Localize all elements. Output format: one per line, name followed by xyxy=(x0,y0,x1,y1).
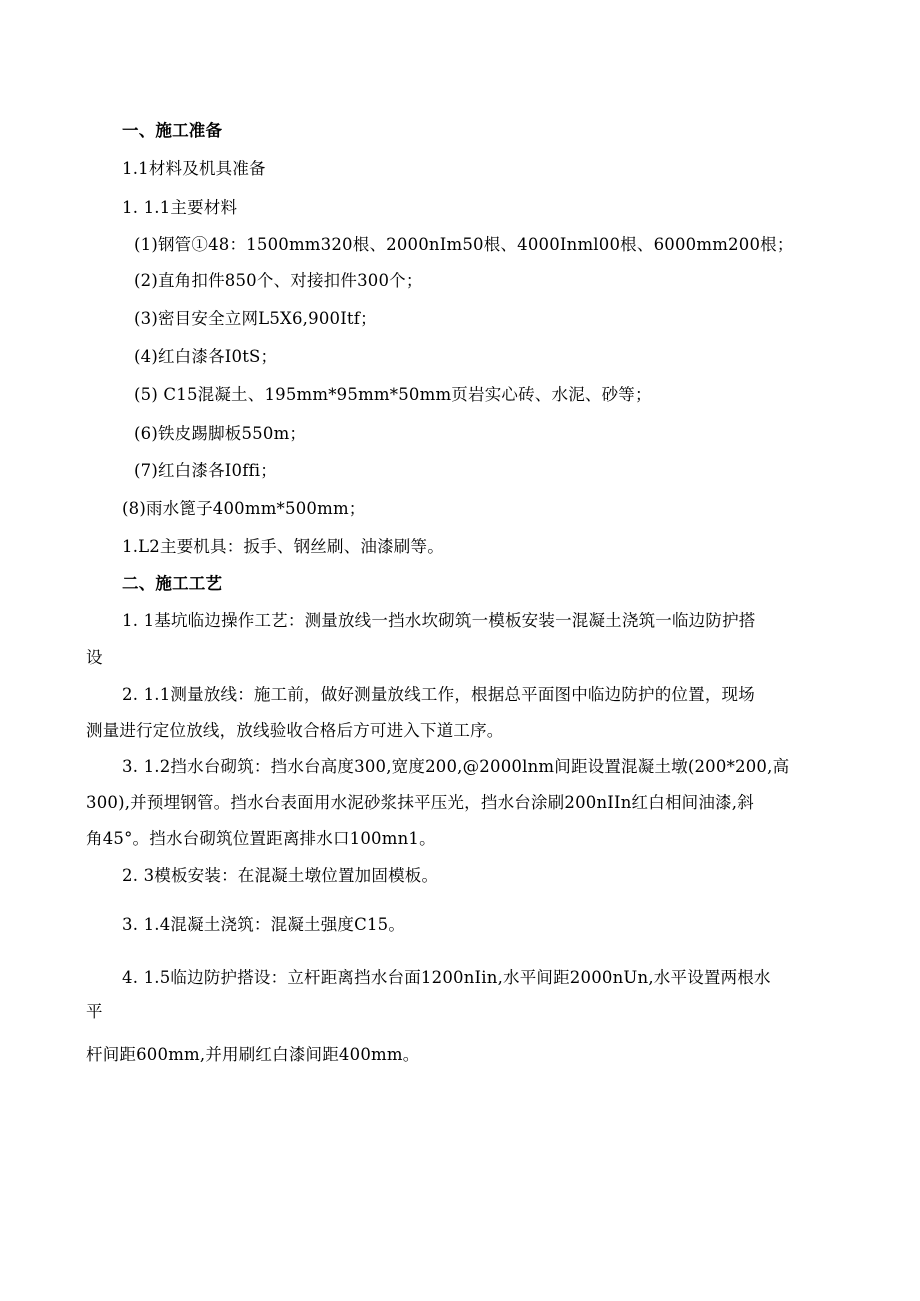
process-para-3-line-2: 300),并预埋钢管。挡水台表面用水泥砂浆抹平压光，挡水台涂刷200nIIn红白相间油漆,斜 xyxy=(86,793,754,812)
subheading-materials-tools: 1.1材料及机具准备 xyxy=(122,159,266,178)
material-item-3: (3)密目安全立网L5X6,900Itf； xyxy=(134,309,377,328)
material-item-4: (4)红白漆各I0tS； xyxy=(134,347,278,366)
material-item-6: (6)铁皮踢脚板550m； xyxy=(134,424,307,443)
material-item-2: (2)直角扣件850个、对接扣件300个； xyxy=(134,271,423,290)
process-para-6-line-2: 平 xyxy=(86,1002,103,1021)
process-para-2-line-1: 2. 1.1测量放线：施工前，做好测量放线工作，根据总平面图中临边防护的位置，现场 xyxy=(122,685,755,704)
section-heading-process: 二、施工工艺 xyxy=(122,574,223,593)
process-para-1-line-2: 设 xyxy=(86,648,103,667)
material-item-1: (1)钢管①48：1500mm320根、2000nIm50根、4000Inml00根、6000mm200根； xyxy=(134,235,794,254)
process-para-6-line-1: 4. 1.5临边防护搭设：立杆距离挡水台面1200nIin,水平间距2000nUn,水平设置两根水 xyxy=(122,968,771,987)
process-para-3-line-1: 3. 1.2挡水台砌筑：挡水台高度300,宽度200,@2000lnm间距设置混凝土墩(200*200,高 xyxy=(122,757,790,776)
process-para-1-line-1: 1. 1基坑临边操作工艺：测量放线一挡水坎砌筑一模板安装一混凝土浇筑一临边防护搭 xyxy=(122,611,756,630)
process-para-3-line-3: 角45°。挡水台砌筑位置距离排水口100mn1。 xyxy=(86,829,436,848)
subheading-main-materials: 1. 1.1主要材料 xyxy=(122,198,238,217)
main-tools: 1.L2主要机具：扳手、钢丝刷、油漆刷等。 xyxy=(122,537,444,556)
section-heading-preparation: 一、施工准备 xyxy=(122,121,223,140)
material-item-5: (5) C15混凝土、195mm*95mm*50mm页岩实心砖、水泥、砂等； xyxy=(134,385,652,404)
material-item-7: (7)红白漆各I0ffi； xyxy=(134,461,277,480)
process-para-2-line-2: 测量进行定位放线，放线验收合格后方可进入下道工序。 xyxy=(86,721,504,740)
process-para-4: 2. 3模板安装：在混凝土墩位置加固模板。 xyxy=(122,866,439,885)
process-para-5: 3. 1.4混凝土浇筑：混凝土强度C15。 xyxy=(122,915,406,934)
process-para-6-line-3: 杆间距600mm,并用刷红白漆间距400mm。 xyxy=(86,1045,420,1064)
material-item-8: (8)雨水篦子400mm*500mm； xyxy=(122,499,366,518)
